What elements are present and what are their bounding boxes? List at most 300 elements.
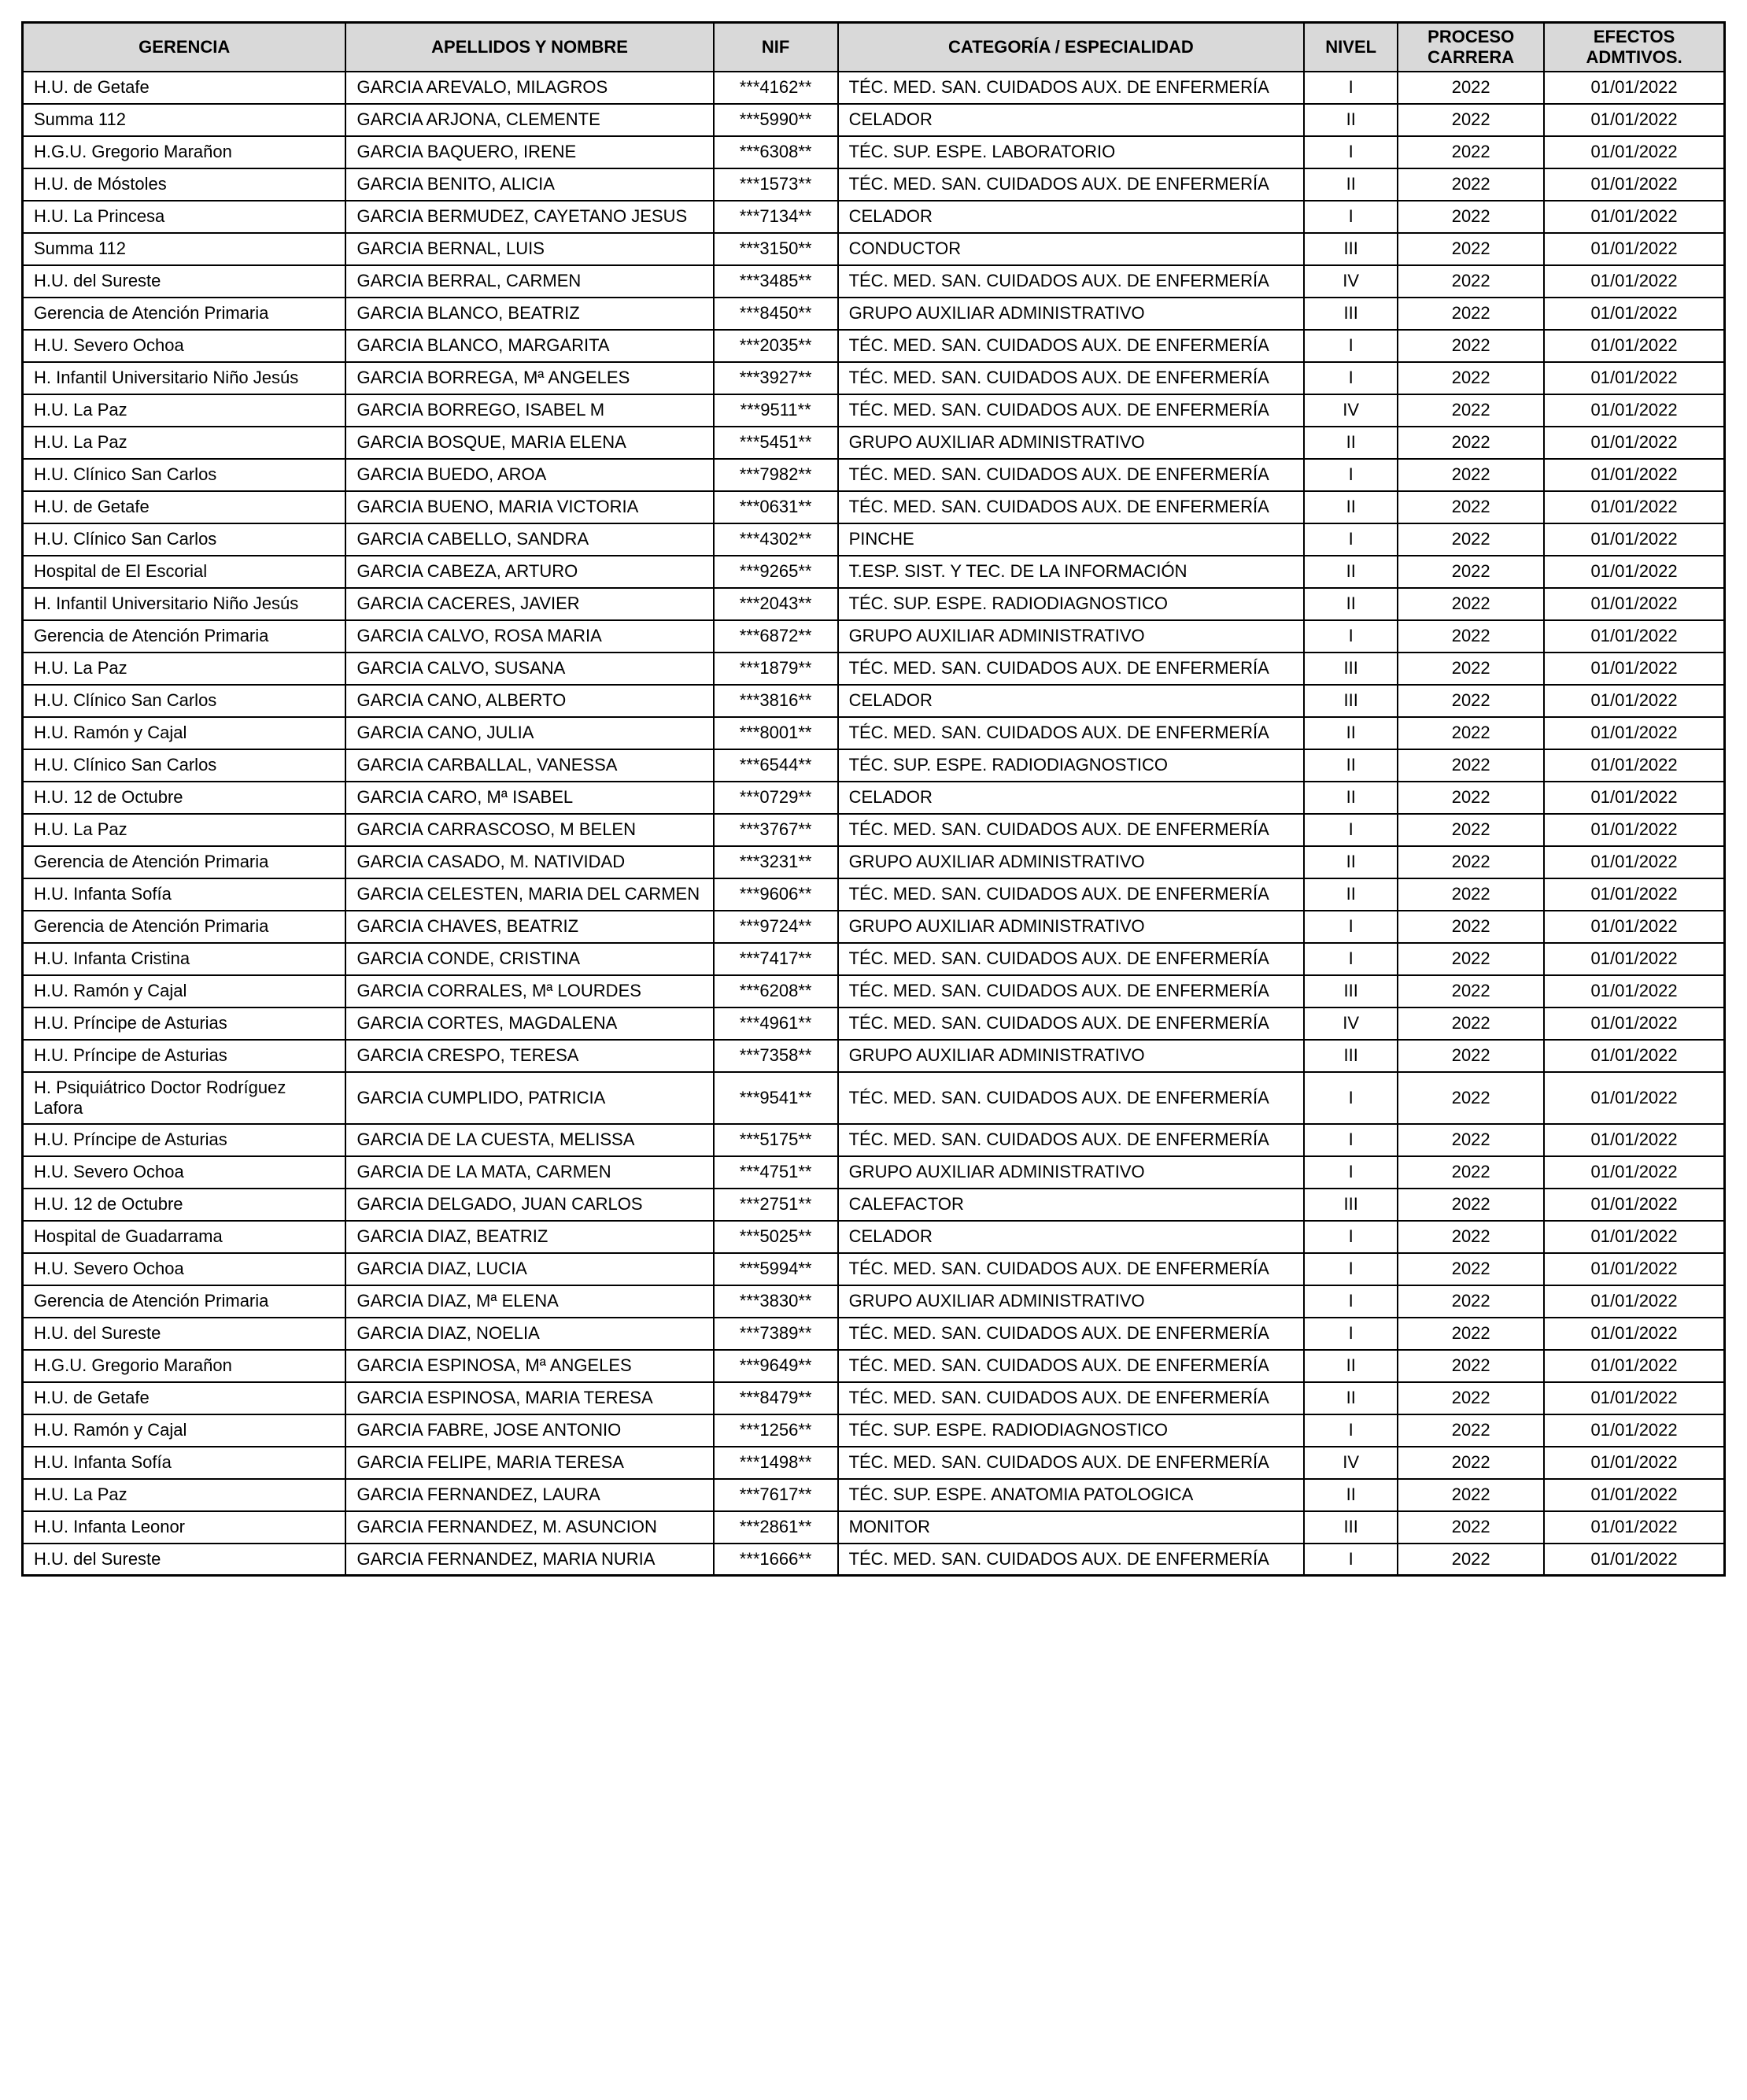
cell-nivel: III	[1304, 685, 1398, 717]
cell-nivel: IV	[1304, 265, 1398, 298]
table-row	[23, 491, 1725, 523]
cell-nif: ***2043**	[714, 588, 838, 620]
cell-proceso-carrera: 2022	[1398, 72, 1544, 104]
table-row	[23, 1156, 1725, 1189]
cell-categoria-especialidad: CELADOR	[838, 201, 1305, 233]
cell-apellidos-nombre: GARCIA CALVO, ROSA MARIA	[345, 620, 713, 653]
cell-efectos-admtivos: 01/01/2022	[1544, 491, 1724, 523]
cell-gerencia: H.U. La Paz	[23, 394, 346, 427]
cell-apellidos-nombre: GARCIA FABRE, JOSE ANTONIO	[345, 1414, 713, 1447]
cell-categoria-especialidad: TÉC. MED. SAN. CUIDADOS AUX. DE ENFERMERÍA	[838, 717, 1305, 749]
table-row	[23, 975, 1725, 1007]
cell-proceso-carrera: 2022	[1398, 782, 1544, 814]
table-row	[23, 459, 1725, 491]
cell-apellidos-nombre: GARCIA AREVALO, MILAGROS	[345, 72, 713, 104]
cell-categoria-especialidad: TÉC. SUP. ESPE. LABORATORIO	[838, 136, 1305, 168]
cell-nivel: I	[1304, 1221, 1398, 1253]
cell-nif: ***2035**	[714, 330, 838, 362]
cell-gerencia: H.U. Ramón y Cajal	[23, 975, 346, 1007]
cell-gerencia: Gerencia de Atención Primaria	[23, 911, 346, 943]
cell-proceso-carrera: 2022	[1398, 1447, 1544, 1479]
cell-efectos-admtivos: 01/01/2022	[1544, 1285, 1724, 1318]
table-header	[23, 23, 1725, 72]
cell-gerencia: H.U. Príncipe de Asturias	[23, 1007, 346, 1040]
cell-gerencia: H.U. Infanta Leonor	[23, 1511, 346, 1544]
column-header-efectos-admtivos: EFECTOS ADMTIVOS.	[1544, 23, 1724, 72]
cell-apellidos-nombre: GARCIA BERNAL, LUIS	[345, 233, 713, 265]
table-row	[23, 136, 1725, 168]
cell-proceso-carrera: 2022	[1398, 362, 1544, 394]
cell-gerencia: Gerencia de Atención Primaria	[23, 1285, 346, 1318]
cell-nif: ***3485**	[714, 265, 838, 298]
table-row	[23, 1040, 1725, 1072]
cell-nif: ***1498**	[714, 1447, 838, 1479]
cell-efectos-admtivos: 01/01/2022	[1544, 104, 1724, 136]
cell-apellidos-nombre: GARCIA BERRAL, CARMEN	[345, 265, 713, 298]
cell-proceso-carrera: 2022	[1398, 1285, 1544, 1318]
cell-gerencia: Gerencia de Atención Primaria	[23, 846, 346, 878]
table-row	[23, 782, 1725, 814]
cell-categoria-especialidad: GRUPO AUXILIAR ADMINISTRATIVO	[838, 846, 1305, 878]
cell-gerencia: H.U. La Paz	[23, 814, 346, 846]
cell-efectos-admtivos: 01/01/2022	[1544, 1007, 1724, 1040]
cell-categoria-especialidad: TÉC. MED. SAN. CUIDADOS AUX. DE ENFERMERÍA	[838, 491, 1305, 523]
table-row	[23, 620, 1725, 653]
cell-categoria-especialidad: TÉC. MED. SAN. CUIDADOS AUX. DE ENFERMERÍA	[838, 1072, 1305, 1124]
cell-gerencia: H.U. Infanta Cristina	[23, 943, 346, 975]
cell-nif: ***9511**	[714, 394, 838, 427]
cell-apellidos-nombre: GARCIA DIAZ, Mª ELENA	[345, 1285, 713, 1318]
cell-gerencia: H.U. Ramón y Cajal	[23, 717, 346, 749]
cell-nivel: I	[1304, 1124, 1398, 1156]
cell-proceso-carrera: 2022	[1398, 1124, 1544, 1156]
table-row	[23, 233, 1725, 265]
table-row	[23, 298, 1725, 330]
column-header-gerencia: GERENCIA	[23, 23, 346, 72]
cell-apellidos-nombre: GARCIA DE LA CUESTA, MELISSA	[345, 1124, 713, 1156]
cell-categoria-especialidad: CALEFACTOR	[838, 1189, 1305, 1221]
cell-nif: ***9606**	[714, 878, 838, 911]
cell-efectos-admtivos: 01/01/2022	[1544, 975, 1724, 1007]
cell-proceso-carrera: 2022	[1398, 1382, 1544, 1414]
cell-apellidos-nombre: GARCIA CRESPO, TERESA	[345, 1040, 713, 1072]
cell-nif: ***7982**	[714, 459, 838, 491]
cell-nivel: III	[1304, 653, 1398, 685]
cell-proceso-carrera: 2022	[1398, 1189, 1544, 1221]
cell-nif: ***3767**	[714, 814, 838, 846]
cell-nif: ***9649**	[714, 1350, 838, 1382]
cell-apellidos-nombre: GARCIA CABELLO, SANDRA	[345, 523, 713, 556]
cell-apellidos-nombre: GARCIA BOSQUE, MARIA ELENA	[345, 427, 713, 459]
cell-efectos-admtivos: 01/01/2022	[1544, 201, 1724, 233]
cell-categoria-especialidad: MONITOR	[838, 1511, 1305, 1544]
cell-nif: ***1879**	[714, 653, 838, 685]
cell-efectos-admtivos: 01/01/2022	[1544, 749, 1724, 782]
cell-gerencia: Hospital de Guadarrama	[23, 1221, 346, 1253]
table-row	[23, 1221, 1725, 1253]
cell-apellidos-nombre: GARCIA CORRALES, Mª LOURDES	[345, 975, 713, 1007]
cell-gerencia: H.U. Infanta Sofía	[23, 878, 346, 911]
cell-nif: ***3231**	[714, 846, 838, 878]
cell-gerencia: H.G.U. Gregorio Marañon	[23, 136, 346, 168]
cell-nif: ***1573**	[714, 168, 838, 201]
cell-proceso-carrera: 2022	[1398, 814, 1544, 846]
cell-gerencia: Gerencia de Atención Primaria	[23, 298, 346, 330]
cell-efectos-admtivos: 01/01/2022	[1544, 685, 1724, 717]
cell-categoria-especialidad: TÉC. MED. SAN. CUIDADOS AUX. DE ENFERMERÍA	[838, 814, 1305, 846]
cell-proceso-carrera: 2022	[1398, 330, 1544, 362]
cell-apellidos-nombre: GARCIA ESPINOSA, Mª ANGELES	[345, 1350, 713, 1382]
table-row	[23, 168, 1725, 201]
cell-efectos-admtivos: 01/01/2022	[1544, 943, 1724, 975]
cell-efectos-admtivos: 01/01/2022	[1544, 1072, 1724, 1124]
cell-nif: ***7134**	[714, 201, 838, 233]
cell-gerencia: Gerencia de Atención Primaria	[23, 620, 346, 653]
cell-categoria-especialidad: TÉC. MED. SAN. CUIDADOS AUX. DE ENFERMERÍA	[838, 943, 1305, 975]
cell-proceso-carrera: 2022	[1398, 620, 1544, 653]
cell-proceso-carrera: 2022	[1398, 298, 1544, 330]
cell-apellidos-nombre: GARCIA CANO, ALBERTO	[345, 685, 713, 717]
cell-proceso-carrera: 2022	[1398, 1040, 1544, 1072]
cell-apellidos-nombre: GARCIA CACERES, JAVIER	[345, 588, 713, 620]
cell-nivel: III	[1304, 1040, 1398, 1072]
cell-gerencia: H.U. del Sureste	[23, 1544, 346, 1576]
cell-proceso-carrera: 2022	[1398, 1156, 1544, 1189]
cell-proceso-carrera: 2022	[1398, 1511, 1544, 1544]
cell-proceso-carrera: 2022	[1398, 653, 1544, 685]
cell-nivel: I	[1304, 136, 1398, 168]
cell-categoria-especialidad: TÉC. MED. SAN. CUIDADOS AUX. DE ENFERMERÍA	[838, 1544, 1305, 1576]
cell-nif: ***4751**	[714, 1156, 838, 1189]
cell-nif: ***0631**	[714, 491, 838, 523]
cell-nivel: I	[1304, 1318, 1398, 1350]
cell-efectos-admtivos: 01/01/2022	[1544, 1189, 1724, 1221]
cell-nivel: III	[1304, 298, 1398, 330]
cell-efectos-admtivos: 01/01/2022	[1544, 846, 1724, 878]
cell-nivel: IV	[1304, 1007, 1398, 1040]
cell-categoria-especialidad: TÉC. MED. SAN. CUIDADOS AUX. DE ENFERMERÍA	[838, 394, 1305, 427]
cell-efectos-admtivos: 01/01/2022	[1544, 620, 1724, 653]
table-row	[23, 1007, 1725, 1040]
table-row	[23, 394, 1725, 427]
cell-nif: ***8479**	[714, 1382, 838, 1414]
cell-apellidos-nombre: GARCIA BUENO, MARIA VICTORIA	[345, 491, 713, 523]
table-row	[23, 104, 1725, 136]
table-row	[23, 427, 1725, 459]
cell-efectos-admtivos: 01/01/2022	[1544, 298, 1724, 330]
cell-efectos-admtivos: 01/01/2022	[1544, 911, 1724, 943]
cell-proceso-carrera: 2022	[1398, 685, 1544, 717]
cell-apellidos-nombre: GARCIA DIAZ, LUCIA	[345, 1253, 713, 1285]
cell-apellidos-nombre: GARCIA BUEDO, AROA	[345, 459, 713, 491]
cell-efectos-admtivos: 01/01/2022	[1544, 1318, 1724, 1350]
cell-nif: ***0729**	[714, 782, 838, 814]
cell-nif: ***7617**	[714, 1479, 838, 1511]
cell-proceso-carrera: 2022	[1398, 943, 1544, 975]
cell-apellidos-nombre: GARCIA BLANCO, MARGARITA	[345, 330, 713, 362]
cell-gerencia: H.U. La Princesa	[23, 201, 346, 233]
cell-proceso-carrera: 2022	[1398, 168, 1544, 201]
cell-proceso-carrera: 2022	[1398, 1221, 1544, 1253]
table-row	[23, 1350, 1725, 1382]
cell-nif: ***3816**	[714, 685, 838, 717]
cell-categoria-especialidad: GRUPO AUXILIAR ADMINISTRATIVO	[838, 427, 1305, 459]
cell-apellidos-nombre: GARCIA CARBALLAL, VANESSA	[345, 749, 713, 782]
cell-nivel: III	[1304, 1189, 1398, 1221]
cell-gerencia: H.U. Severo Ochoa	[23, 1156, 346, 1189]
cell-categoria-especialidad: TÉC. MED. SAN. CUIDADOS AUX. DE ENFERMERÍA	[838, 653, 1305, 685]
cell-efectos-admtivos: 01/01/2022	[1544, 814, 1724, 846]
column-header-nivel: NIVEL	[1304, 23, 1398, 72]
cell-nif: ***7417**	[714, 943, 838, 975]
cell-efectos-admtivos: 01/01/2022	[1544, 1414, 1724, 1447]
table-row	[23, 201, 1725, 233]
table-row	[23, 653, 1725, 685]
cell-apellidos-nombre: GARCIA FELIPE, MARIA TERESA	[345, 1447, 713, 1479]
cell-nif: ***8001**	[714, 717, 838, 749]
cell-proceso-carrera: 2022	[1398, 459, 1544, 491]
cell-nif: ***2861**	[714, 1511, 838, 1544]
table-row	[23, 265, 1725, 298]
cell-nivel: II	[1304, 588, 1398, 620]
cell-proceso-carrera: 2022	[1398, 878, 1544, 911]
table-body	[23, 72, 1725, 1576]
cell-apellidos-nombre: GARCIA BORREGA, Mª ANGELES	[345, 362, 713, 394]
cell-efectos-admtivos: 01/01/2022	[1544, 1124, 1724, 1156]
cell-categoria-especialidad: GRUPO AUXILIAR ADMINISTRATIVO	[838, 1156, 1305, 1189]
cell-efectos-admtivos: 01/01/2022	[1544, 168, 1724, 201]
cell-nivel: I	[1304, 911, 1398, 943]
cell-nif: ***6544**	[714, 749, 838, 782]
cell-efectos-admtivos: 01/01/2022	[1544, 653, 1724, 685]
cell-categoria-especialidad: TÉC. MED. SAN. CUIDADOS AUX. DE ENFERMERÍA	[838, 1318, 1305, 1350]
cell-proceso-carrera: 2022	[1398, 1318, 1544, 1350]
cell-nivel: I	[1304, 1285, 1398, 1318]
cell-nivel: II	[1304, 1350, 1398, 1382]
cell-categoria-especialidad: TÉC. SUP. ESPE. RADIODIAGNOSTICO	[838, 1414, 1305, 1447]
cell-nif: ***5025**	[714, 1221, 838, 1253]
table-row	[23, 814, 1725, 846]
cell-gerencia: H. Psiquiátrico Doctor Rodríguez Lafora	[23, 1072, 346, 1124]
cell-gerencia: H.U. Ramón y Cajal	[23, 1414, 346, 1447]
cell-apellidos-nombre: GARCIA BLANCO, BEATRIZ	[345, 298, 713, 330]
cell-gerencia: H.U. 12 de Octubre	[23, 782, 346, 814]
cell-nif: ***5994**	[714, 1253, 838, 1285]
cell-nivel: II	[1304, 782, 1398, 814]
cell-efectos-admtivos: 01/01/2022	[1544, 878, 1724, 911]
cell-nivel: II	[1304, 1382, 1398, 1414]
cell-apellidos-nombre: GARCIA BORREGO, ISABEL M	[345, 394, 713, 427]
cell-efectos-admtivos: 01/01/2022	[1544, 1040, 1724, 1072]
cell-efectos-admtivos: 01/01/2022	[1544, 459, 1724, 491]
cell-apellidos-nombre: GARCIA CARO, Mª ISABEL	[345, 782, 713, 814]
cell-proceso-carrera: 2022	[1398, 1253, 1544, 1285]
cell-efectos-admtivos: 01/01/2022	[1544, 427, 1724, 459]
cell-nif: ***9541**	[714, 1072, 838, 1124]
cell-apellidos-nombre: GARCIA CUMPLIDO, PATRICIA	[345, 1072, 713, 1124]
cell-proceso-carrera: 2022	[1398, 201, 1544, 233]
table-row	[23, 1189, 1725, 1221]
cell-categoria-especialidad: GRUPO AUXILIAR ADMINISTRATIVO	[838, 298, 1305, 330]
cell-efectos-admtivos: 01/01/2022	[1544, 265, 1724, 298]
table-row	[23, 330, 1725, 362]
cell-nivel: I	[1304, 330, 1398, 362]
cell-apellidos-nombre: GARCIA CALVO, SUSANA	[345, 653, 713, 685]
table-row	[23, 1318, 1725, 1350]
cell-categoria-especialidad: TÉC. MED. SAN. CUIDADOS AUX. DE ENFERMERÍA	[838, 459, 1305, 491]
cell-gerencia: H.U. 12 de Octubre	[23, 1189, 346, 1221]
cell-categoria-especialidad: CELADOR	[838, 685, 1305, 717]
cell-gerencia: H.U. Príncipe de Asturias	[23, 1124, 346, 1156]
cell-nivel: II	[1304, 878, 1398, 911]
cell-nivel: II	[1304, 749, 1398, 782]
cell-efectos-admtivos: 01/01/2022	[1544, 330, 1724, 362]
cell-proceso-carrera: 2022	[1398, 523, 1544, 556]
table-row	[23, 588, 1725, 620]
cell-categoria-especialidad: GRUPO AUXILIAR ADMINISTRATIVO	[838, 620, 1305, 653]
cell-efectos-admtivos: 01/01/2022	[1544, 1156, 1724, 1189]
cell-nivel: II	[1304, 427, 1398, 459]
cell-proceso-carrera: 2022	[1398, 846, 1544, 878]
cell-nivel: I	[1304, 362, 1398, 394]
cell-categoria-especialidad: GRUPO AUXILIAR ADMINISTRATIVO	[838, 1285, 1305, 1318]
cell-nif: ***1256**	[714, 1414, 838, 1447]
cell-apellidos-nombre: GARCIA BAQUERO, IRENE	[345, 136, 713, 168]
cell-apellidos-nombre: GARCIA BENITO, ALICIA	[345, 168, 713, 201]
cell-categoria-especialidad: TÉC. MED. SAN. CUIDADOS AUX. DE ENFERMERÍA	[838, 878, 1305, 911]
cell-efectos-admtivos: 01/01/2022	[1544, 1253, 1724, 1285]
table-row	[23, 717, 1725, 749]
cell-nivel: I	[1304, 201, 1398, 233]
cell-gerencia: H.U. La Paz	[23, 427, 346, 459]
cell-apellidos-nombre: GARCIA CONDE, CRISTINA	[345, 943, 713, 975]
table-row	[23, 523, 1725, 556]
cell-categoria-especialidad: CELADOR	[838, 1221, 1305, 1253]
cell-nif: ***6308**	[714, 136, 838, 168]
cell-nivel: IV	[1304, 1447, 1398, 1479]
cell-apellidos-nombre: GARCIA BERMUDEZ, CAYETANO JESUS	[345, 201, 713, 233]
cell-categoria-especialidad: TÉC. MED. SAN. CUIDADOS AUX. DE ENFERMERÍA	[838, 265, 1305, 298]
cell-nif: ***4162**	[714, 72, 838, 104]
cell-apellidos-nombre: GARCIA CANO, JULIA	[345, 717, 713, 749]
cell-nif: ***6208**	[714, 975, 838, 1007]
cell-apellidos-nombre: GARCIA DELGADO, JUAN CARLOS	[345, 1189, 713, 1221]
cell-nif: ***5175**	[714, 1124, 838, 1156]
cell-categoria-especialidad: TÉC. MED. SAN. CUIDADOS AUX. DE ENFERMERÍA	[838, 362, 1305, 394]
table-row	[23, 1414, 1725, 1447]
cell-nivel: I	[1304, 72, 1398, 104]
cell-efectos-admtivos: 01/01/2022	[1544, 1447, 1724, 1479]
cell-categoria-especialidad: GRUPO AUXILIAR ADMINISTRATIVO	[838, 1040, 1305, 1072]
cell-proceso-carrera: 2022	[1398, 491, 1544, 523]
cell-gerencia: Summa 112	[23, 233, 346, 265]
cell-proceso-carrera: 2022	[1398, 265, 1544, 298]
cell-gerencia: H.U. La Paz	[23, 653, 346, 685]
cell-proceso-carrera: 2022	[1398, 1544, 1544, 1576]
cell-nif: ***5990**	[714, 104, 838, 136]
cell-nif: ***8450**	[714, 298, 838, 330]
table-row	[23, 911, 1725, 943]
cell-gerencia: H.U. del Sureste	[23, 265, 346, 298]
table-row	[23, 1253, 1725, 1285]
cell-efectos-admtivos: 01/01/2022	[1544, 1382, 1724, 1414]
cell-nivel: I	[1304, 943, 1398, 975]
cell-apellidos-nombre: GARCIA DIAZ, BEATRIZ	[345, 1221, 713, 1253]
cell-nif: ***4961**	[714, 1007, 838, 1040]
table-row	[23, 1479, 1725, 1511]
table-row	[23, 846, 1725, 878]
cell-efectos-admtivos: 01/01/2022	[1544, 588, 1724, 620]
cell-nivel: I	[1304, 1544, 1398, 1576]
cell-nif: ***5451**	[714, 427, 838, 459]
cell-apellidos-nombre: GARCIA DE LA MATA, CARMEN	[345, 1156, 713, 1189]
table-row	[23, 878, 1725, 911]
cell-apellidos-nombre: GARCIA CORTES, MAGDALENA	[345, 1007, 713, 1040]
table-header-row	[23, 23, 1725, 72]
cell-proceso-carrera: 2022	[1398, 1072, 1544, 1124]
cell-nivel: I	[1304, 1156, 1398, 1189]
cell-gerencia: H.U. Clínico San Carlos	[23, 749, 346, 782]
cell-apellidos-nombre: GARCIA FERNANDEZ, LAURA	[345, 1479, 713, 1511]
table-row	[23, 1072, 1725, 1124]
cell-efectos-admtivos: 01/01/2022	[1544, 72, 1724, 104]
personnel-table	[21, 21, 1726, 1577]
cell-gerencia: H. Infantil Universitario Niño Jesús	[23, 362, 346, 394]
cell-efectos-admtivos: 01/01/2022	[1544, 136, 1724, 168]
cell-gerencia: H.U. Severo Ochoa	[23, 330, 346, 362]
cell-gerencia: Summa 112	[23, 104, 346, 136]
cell-categoria-especialidad: TÉC. MED. SAN. CUIDADOS AUX. DE ENFERMERÍA	[838, 975, 1305, 1007]
cell-nivel: II	[1304, 1479, 1398, 1511]
table-row	[23, 1544, 1725, 1576]
cell-nif: ***4302**	[714, 523, 838, 556]
cell-nivel: I	[1304, 1072, 1398, 1124]
cell-efectos-admtivos: 01/01/2022	[1544, 717, 1724, 749]
table-row	[23, 1511, 1725, 1544]
cell-nif: ***3927**	[714, 362, 838, 394]
cell-efectos-admtivos: 01/01/2022	[1544, 556, 1724, 588]
table-row	[23, 1447, 1725, 1479]
cell-nivel: I	[1304, 523, 1398, 556]
cell-gerencia: H.U. de Getafe	[23, 491, 346, 523]
cell-apellidos-nombre: GARCIA DIAZ, NOELIA	[345, 1318, 713, 1350]
cell-categoria-especialidad: TÉC. SUP. ESPE. ANATOMIA PATOLOGICA	[838, 1479, 1305, 1511]
cell-gerencia: H.U. Príncipe de Asturias	[23, 1040, 346, 1072]
cell-nivel: I	[1304, 1414, 1398, 1447]
cell-nivel: III	[1304, 233, 1398, 265]
cell-nivel: III	[1304, 1511, 1398, 1544]
cell-categoria-especialidad: TÉC. MED. SAN. CUIDADOS AUX. DE ENFERMERÍA	[838, 1007, 1305, 1040]
cell-gerencia: H.G.U. Gregorio Marañon	[23, 1350, 346, 1382]
cell-categoria-especialidad: TÉC. MED. SAN. CUIDADOS AUX. DE ENFERMERÍA	[838, 1253, 1305, 1285]
cell-categoria-especialidad: TÉC. MED. SAN. CUIDADOS AUX. DE ENFERMERÍA	[838, 1124, 1305, 1156]
cell-nivel: II	[1304, 491, 1398, 523]
cell-nif: ***3150**	[714, 233, 838, 265]
cell-nif: ***7358**	[714, 1040, 838, 1072]
cell-efectos-admtivos: 01/01/2022	[1544, 1479, 1724, 1511]
cell-proceso-carrera: 2022	[1398, 911, 1544, 943]
table-row	[23, 556, 1725, 588]
cell-nivel: II	[1304, 168, 1398, 201]
cell-categoria-especialidad: TÉC. SUP. ESPE. RADIODIAGNOSTICO	[838, 749, 1305, 782]
cell-apellidos-nombre: GARCIA CHAVES, BEATRIZ	[345, 911, 713, 943]
cell-gerencia: H.U. Infanta Sofía	[23, 1447, 346, 1479]
cell-categoria-especialidad: T.ESP. SIST. Y TEC. DE LA INFORMACIÓN	[838, 556, 1305, 588]
cell-categoria-especialidad: CONDUCTOR	[838, 233, 1305, 265]
cell-proceso-carrera: 2022	[1398, 136, 1544, 168]
cell-proceso-carrera: 2022	[1398, 1479, 1544, 1511]
cell-gerencia: H.U. de Móstoles	[23, 168, 346, 201]
